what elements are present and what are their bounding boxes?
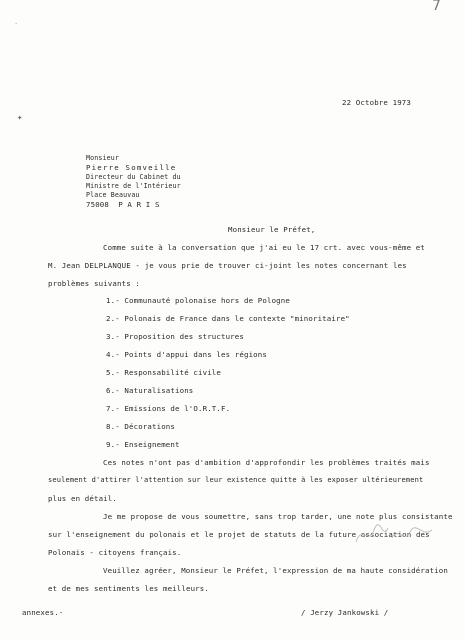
paragraph-line: Ces notes n'ont pas d'ambition d'approfondir les problèmes traités mais bbox=[103, 458, 430, 467]
list-item: 7.- Emissions de l'O.R.T.F. bbox=[106, 404, 231, 413]
paragraph-line: problèmes suivants : bbox=[48, 279, 140, 288]
closing-line: Veuillez agréer, Monsieur le Préfet, l'expression de ma haute considération bbox=[103, 566, 448, 575]
list-item: 5.- Responsabilité civile bbox=[106, 368, 221, 377]
list-item: 4.- Points d'appui dans les régions bbox=[106, 350, 267, 359]
recipient-title2: Ministre de l'Intérieur bbox=[86, 182, 181, 190]
list-item: 3.- Proposition des structures bbox=[106, 332, 244, 341]
list-item: 1.- Communauté polonaise hors de Pologne bbox=[106, 296, 290, 305]
margin-cross-mark: ✦ bbox=[17, 113, 23, 123]
letter-date: 22 Octobre 1973 bbox=[342, 98, 411, 107]
signature-block: / Jerzy Jankowski / bbox=[301, 608, 389, 617]
page-number: 7 bbox=[432, 0, 441, 14]
faint-signature-mark bbox=[352, 516, 438, 550]
closing-line: et de mes sentiments les meilleurs. bbox=[48, 584, 209, 593]
salutation: Monsieur le Préfet, bbox=[228, 225, 316, 234]
recipient-title1: Directeur du Cabinet du bbox=[86, 173, 181, 181]
paragraph-line: Comme suite à la conversation que j'ai eu le 17 crt. avec vous-même et bbox=[103, 243, 425, 252]
paragraph-line: Je me propose de vous soumettre, sans trop tarder, une note plus consistante bbox=[103, 512, 453, 521]
recipient-city: 75008 P A R I S bbox=[86, 200, 160, 209]
corner-mark: · bbox=[14, 20, 19, 28]
annexes-note: annexes.- bbox=[22, 608, 64, 617]
recipient-name: Pierre Somveille bbox=[86, 163, 177, 172]
list-item: 6.- Naturalisations bbox=[106, 386, 194, 395]
paragraph-line: M. Jean DELPLANQUE - je vous prie de trouver ci-joint les notes concernant les bbox=[48, 261, 407, 270]
list-item: 9.- Enseignement bbox=[106, 440, 180, 449]
list-item: 8.- Décorations bbox=[106, 422, 175, 431]
recipient-street: Place Beauvau bbox=[86, 191, 140, 199]
list-item: 2.- Polonais de France dans le contexte "minoritaire" bbox=[106, 314, 350, 323]
paragraph-line: plus en détail. bbox=[48, 494, 117, 503]
paragraph-line: sur l'enseignement du polonais et le projet de statuts de la future association des bbox=[48, 530, 430, 539]
paragraph-line: Polonais - citoyens français. bbox=[48, 548, 182, 557]
recipient-line1: Monsieur bbox=[86, 154, 119, 162]
paragraph-line: seulement d'attirer l'attention sur leur existence quitte à les exposer ultérieurement bbox=[48, 476, 424, 484]
